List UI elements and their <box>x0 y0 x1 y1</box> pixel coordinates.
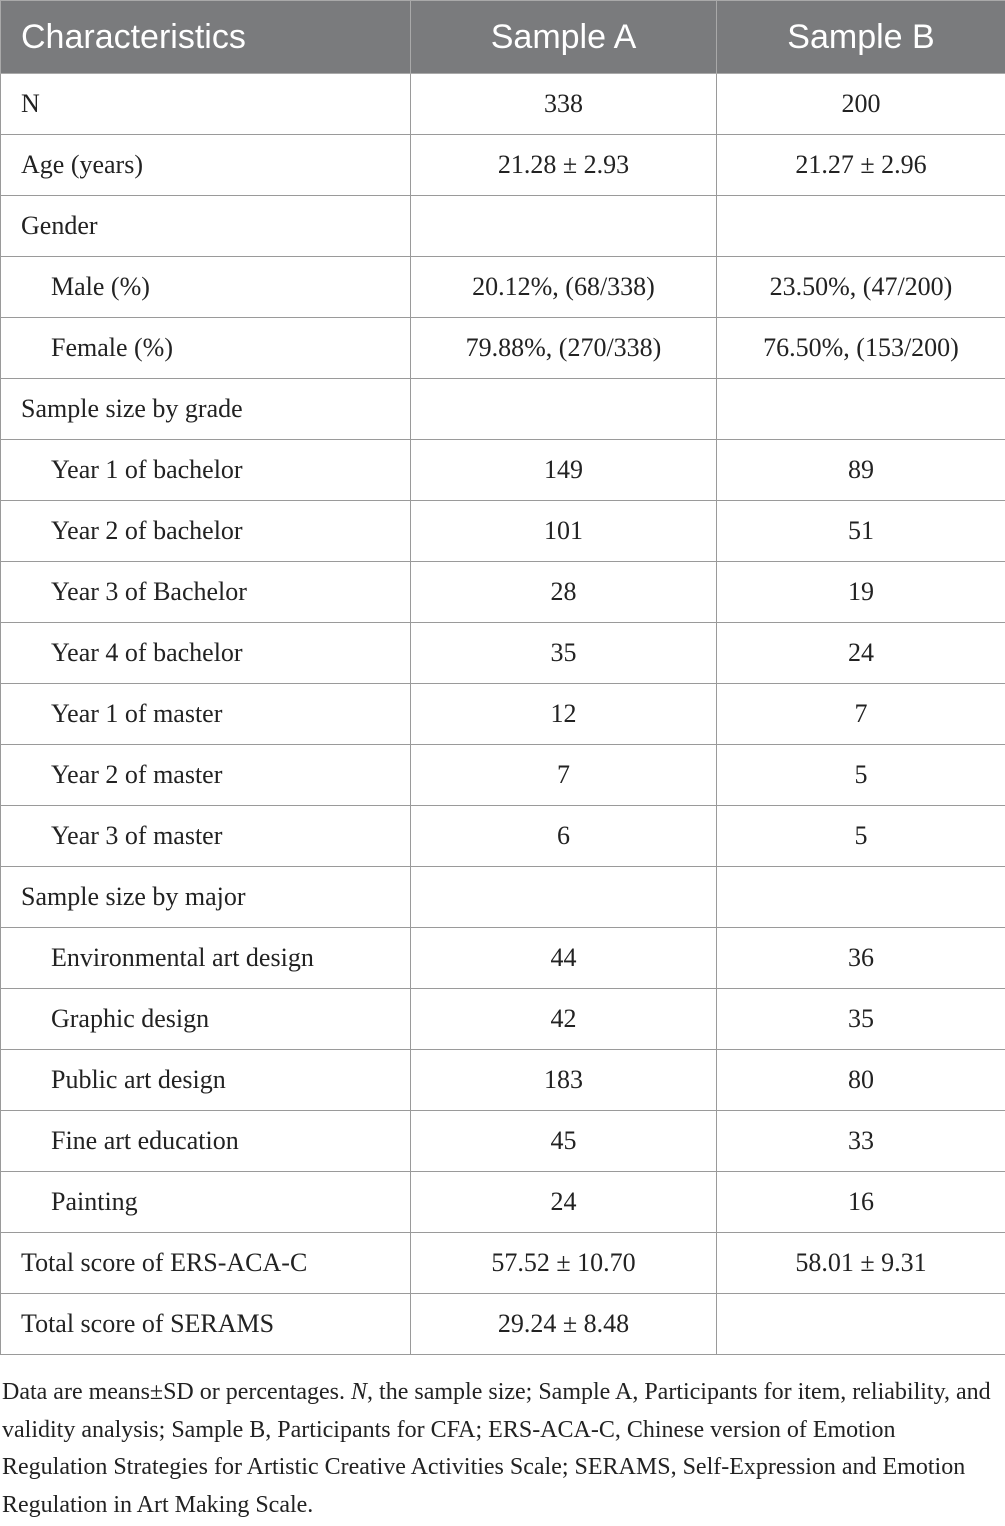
table-row <box>1 684 1005 745</box>
sample-a-value: 20.12%, (68/338) <box>411 257 717 318</box>
sample-b-value: 33 <box>717 1111 1005 1172</box>
sample-b-value <box>717 1294 1005 1355</box>
table-row <box>1 257 1005 318</box>
table-row <box>1 1172 1005 1233</box>
table-row <box>1 440 1005 501</box>
footnote-rest: , the sample size; Sample A, Participants for item, reliability, and validity analysis; Sample B, Participants for CFA; ERS-ACA-C, Chinese version of Emotion Regulation Strategies for Artistic Creative Activities Scale; SERAMS, Self-Expression and Emotion Regulation in Art Making Scale. <box>2 1379 991 1518</box>
table-row <box>1 318 1005 379</box>
sample-b-value: 36 <box>717 928 1005 989</box>
section-row <box>1 867 1005 928</box>
sample-a-value: 338 <box>411 74 717 135</box>
sample-a-value: 21.28 ± 2.93 <box>411 135 717 196</box>
row-label: Year 1 of master <box>1 684 411 745</box>
row-label: Graphic design <box>1 989 411 1050</box>
footnote-lead: Data are means±SD or percentages. <box>2 1379 352 1405</box>
sample-b-value: 5 <box>717 745 1005 806</box>
sample-a-value: 149 <box>411 440 717 501</box>
sample-a-value <box>411 196 717 257</box>
sample-b-value: 7 <box>717 684 1005 745</box>
sample-b-value: 19 <box>717 562 1005 623</box>
sample-a-value: 24 <box>411 1172 717 1233</box>
row-label: Female (%) <box>1 318 411 379</box>
row-label: Age (years) <box>1 135 411 196</box>
sample-b-value: 58.01 ± 9.31 <box>717 1233 1005 1294</box>
sample-a-value: 44 <box>411 928 717 989</box>
row-label: Sample size by major <box>1 867 411 928</box>
sample-a-value: 12 <box>411 684 717 745</box>
row-label: Year 2 of bachelor <box>1 501 411 562</box>
sample-b-value <box>717 379 1005 440</box>
row-label: Public art design <box>1 1050 411 1111</box>
section-row <box>1 196 1005 257</box>
row-label: Year 4 of bachelor <box>1 623 411 684</box>
sample-a-value <box>411 867 717 928</box>
table-row <box>1 745 1005 806</box>
sample-b-value: 89 <box>717 440 1005 501</box>
sample-a-value: 42 <box>411 989 717 1050</box>
sample-b-value: 51 <box>717 501 1005 562</box>
table-footnote <box>2 1374 992 1524</box>
row-label: Environmental art design <box>1 928 411 989</box>
table-row <box>1 1050 1005 1111</box>
sample-a-value: 29.24 ± 8.48 <box>411 1294 717 1355</box>
sample-b-value <box>717 867 1005 928</box>
footnote-n-symbol: N <box>351 1379 368 1405</box>
row-label: Male (%) <box>1 257 411 318</box>
row-label: Sample size by grade <box>1 379 411 440</box>
table-row <box>1 135 1005 196</box>
sample-a-value: 28 <box>411 562 717 623</box>
sample-a-value: 101 <box>411 501 717 562</box>
row-label: Total score of SERAMS <box>1 1294 411 1355</box>
row-label: Gender <box>1 196 411 257</box>
sample-a-value: 79.88%, (270/338) <box>411 318 717 379</box>
sample-b-value: 24 <box>717 623 1005 684</box>
sample-b-value: 16 <box>717 1172 1005 1233</box>
table-header-row <box>1 1 1005 74</box>
section-row <box>1 379 1005 440</box>
table-row <box>1 1233 1005 1294</box>
sample-a-value: 35 <box>411 623 717 684</box>
sample-b-value: 76.50%, (153/200) <box>717 318 1005 379</box>
sample-a-value: 45 <box>411 1111 717 1172</box>
table-row <box>1 501 1005 562</box>
sample-a-value <box>411 379 717 440</box>
sample-b-value: 80 <box>717 1050 1005 1111</box>
sample-a-value: 57.52 ± 10.70 <box>411 1233 717 1294</box>
table-row <box>1 928 1005 989</box>
row-label: Total score of ERS-ACA-C <box>1 1233 411 1294</box>
row-label: Year 3 of master <box>1 806 411 867</box>
sample-a-value: 7 <box>411 745 717 806</box>
row-label: Year 2 of master <box>1 745 411 806</box>
table-row <box>1 806 1005 867</box>
header-sample-a: Sample A <box>411 1 717 74</box>
table-row <box>1 1294 1005 1355</box>
table-row <box>1 1111 1005 1172</box>
row-label: Year 1 of bachelor <box>1 440 411 501</box>
sample-b-value: 23.50%, (47/200) <box>717 257 1005 318</box>
table-row <box>1 562 1005 623</box>
sample-a-value: 183 <box>411 1050 717 1111</box>
table-body <box>1 74 1005 1355</box>
row-label: Year 3 of Bachelor <box>1 562 411 623</box>
sample-b-value: 35 <box>717 989 1005 1050</box>
sample-a-value: 6 <box>411 806 717 867</box>
header-characteristics: Characteristics <box>1 1 411 74</box>
sample-b-value: 200 <box>717 74 1005 135</box>
sample-b-value: 5 <box>717 806 1005 867</box>
header-sample-b: Sample B <box>717 1 1005 74</box>
table-row <box>1 989 1005 1050</box>
row-label: Fine art education <box>1 1111 411 1172</box>
sample-b-value <box>717 196 1005 257</box>
table-row <box>1 623 1005 684</box>
table-row <box>1 74 1005 135</box>
row-label: Painting <box>1 1172 411 1233</box>
row-label: N <box>1 74 411 135</box>
sample-b-value: 21.27 ± 2.96 <box>717 135 1005 196</box>
